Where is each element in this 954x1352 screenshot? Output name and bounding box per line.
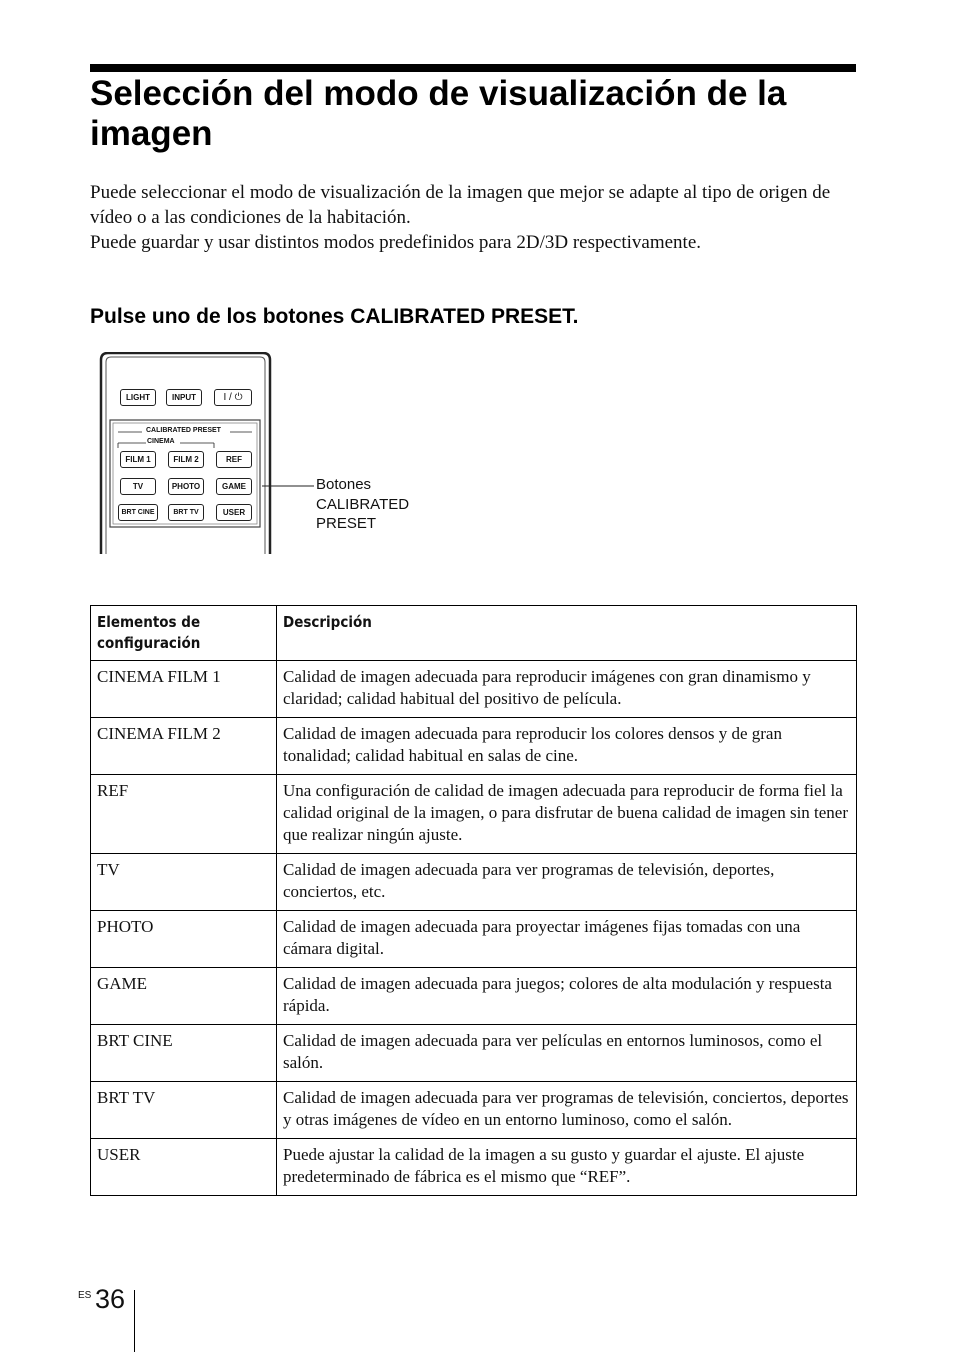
light-button: LIGHT	[120, 389, 156, 406]
row-item: GAME	[91, 968, 277, 1025]
intro-text	[90, 180, 870, 255]
header-settings-items: Elementos de configuración	[91, 606, 277, 661]
row-description: Calidad de imagen adecuada para ver programas de televisión, deportes, conciertos, etc.	[277, 854, 857, 911]
row-item: CINEMA FILM 2	[91, 718, 277, 775]
row-description: Calidad de imagen adecuada para ver películas en entornos luminosos, como el salón.	[277, 1025, 857, 1082]
remote-control-illustration	[98, 352, 273, 554]
row-description: Calidad de imagen adecuada para reproducir los colores densos y de gran tonalidad; calidad habitual en salas de cine.	[277, 718, 857, 775]
photo-button: PHOTO	[168, 478, 204, 495]
row-description: Calidad de imagen adecuada para proyectar imágenes fijas tomadas con una cámara digital.	[277, 911, 857, 968]
table-row	[91, 718, 857, 775]
row-description: Calidad de imagen adecuada para juegos; colores de alta modulación y respuesta rápida.	[277, 968, 857, 1025]
callout-leader-line	[262, 483, 314, 489]
row-description: Una configuración de calidad de imagen adecuada para reproducir de forma fiel la calidad original de la imagen, o para disfrutar de buena calidad de imagen sin tener que realizar ningún ajuste.	[277, 775, 857, 854]
tv-button: TV	[120, 478, 156, 495]
row-item: TV	[91, 854, 277, 911]
table-row	[91, 911, 857, 968]
row-item: CINEMA FILM 1	[91, 661, 277, 718]
film1-button: FILM 1	[120, 451, 156, 468]
table-row	[91, 968, 857, 1025]
ref-button: REF	[216, 451, 252, 468]
row-item: USER	[91, 1139, 277, 1196]
row-item: REF	[91, 775, 277, 854]
settings-table	[90, 605, 857, 1196]
table-row	[91, 1025, 857, 1082]
row-description: Calidad de imagen adecuada para ver programas de televisión, conciertos, deportes y otras imágenes de vídeo en un entorno luminoso, como el salón.	[277, 1082, 857, 1139]
row-item: BRT CINE	[91, 1025, 277, 1082]
brt-cine-button: BRT CINE	[118, 504, 158, 521]
page-title: Selección del modo de visualización de la imagen	[90, 74, 787, 153]
step-heading: Pulse uno de los botones CALIBRATED PRESET.	[90, 305, 579, 328]
footer-rule	[134, 1290, 135, 1352]
table-row	[91, 1139, 857, 1196]
row-item: PHOTO	[91, 911, 277, 968]
callout-line-1: Botones	[316, 476, 372, 493]
table-row	[91, 1082, 857, 1139]
row-description: Calidad de imagen adecuada para reproducir imágenes con gran dinamismo y claridad; calidad habitual del positivo de película.	[277, 661, 857, 718]
title-rule	[90, 64, 856, 72]
callout-line-2: CALIBRATED	[316, 495, 410, 513]
calibrated-preset-label: CALIBRATED PRESET	[146, 427, 221, 434]
user-button: USER	[216, 504, 252, 521]
row-item: BRT TV	[91, 1082, 277, 1139]
page-number: 36	[95, 1284, 126, 1314]
cinema-label: CINEMA	[147, 438, 175, 445]
game-button: GAME	[216, 478, 252, 495]
table-row	[91, 661, 857, 718]
table-row	[91, 775, 857, 854]
film2-button: FILM 2	[168, 451, 204, 468]
callout-label	[316, 475, 446, 534]
intro-paragraph-1: Puede seleccionar el modo de visualización de la imagen que mejor se adapte al tipo de origen de vídeo o a las condiciones de la habitación.	[90, 182, 831, 228]
brt-tv-button: BRT TV	[168, 504, 204, 521]
header-description: Descripción	[277, 606, 857, 661]
power-button: I / ⏻	[214, 389, 252, 406]
table-row	[91, 854, 857, 911]
callout-line-3: PRESET	[316, 515, 377, 532]
input-button: INPUT	[166, 389, 202, 406]
table-header-row	[91, 606, 857, 661]
language-code: ES	[78, 1290, 92, 1301]
row-description: Puede ajustar la calidad de la imagen a su gusto y guardar el ajuste. El ajuste predeterminado de fábrica es el mismo que “REF”.	[277, 1139, 857, 1196]
intro-paragraph-2: Puede guardar y usar distintos modos predefinidos para 2D/3D respectivamente.	[90, 232, 702, 253]
